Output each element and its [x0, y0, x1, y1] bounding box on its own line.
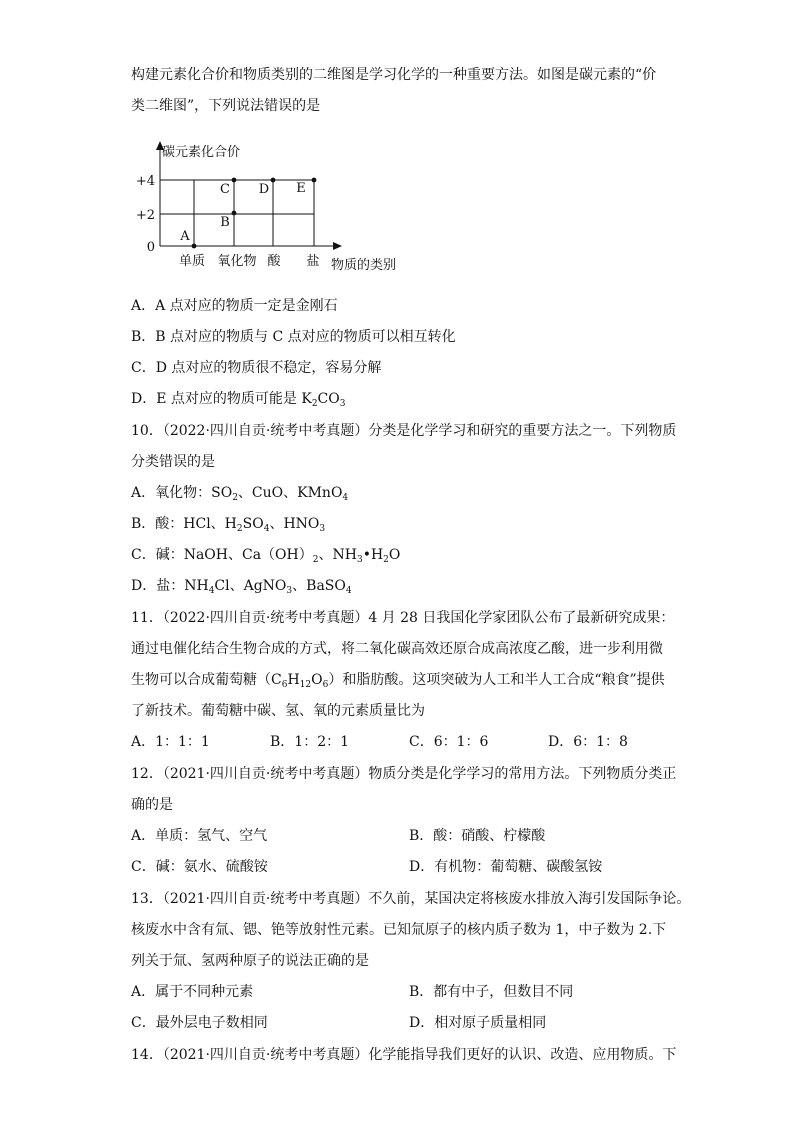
x-tick-label-yan: 盐 — [306, 254, 320, 269]
chart-point-b — [232, 211, 237, 216]
chart-point-e — [312, 178, 317, 183]
q10-option-a: A．氧化物：$SO_2$、CuO、KMnO$_4$ — [131, 485, 349, 503]
q12-stem-line-1: 12．（2021·四川自贡·统考中考真题）物质分类是化学学习的常用方法。下列物质分类正 — [131, 766, 677, 782]
q9-option-b: B．B 点对应的物质与 C 点对应的物质可以相互转化 — [131, 329, 456, 345]
chart-point-label-b: B — [220, 215, 230, 230]
q11-option-b: B．1：2：1 — [270, 734, 350, 750]
q13-stem-line-3: 列关于氚、氢两种原子的说法正确的是 — [131, 953, 369, 969]
intro-line-1: 构建元素化合价和物质类别的二维图是学习化学的一种重要方法。如图是碳元素的“价 — [131, 67, 657, 83]
q11-option-c: C．6：1：6 — [409, 734, 489, 750]
q9-option-a: A．A 点对应的物质一定是金刚石 — [131, 298, 338, 314]
y-axis-label: 碳元素化合价 — [162, 145, 241, 160]
q13-option-b: B．都有中子，但数目不同 — [409, 984, 574, 1000]
q10-stem-line-1: 10．（2022·四川自贡·统考中考真题）分类是化学学习和研究的重要方法之一。下列物质 — [131, 423, 677, 439]
q14-stem-line-1: 14．（2021·四川自贡·统考中考真题）化学能指导我们更好的认识、改造、应用物质。下 — [131, 1047, 677, 1063]
q10-option-b: B．酸：HCl、$H_2SO_4$、$HNO_3$ — [131, 516, 326, 534]
valence-class-chart — [130, 138, 420, 278]
q9-option-d: D．E 点对应的物质可能是 $K_2CO_3$ — [131, 391, 346, 409]
q9-option-c: C．D 点对应的物质很不稳定，容易分解 — [131, 360, 382, 376]
q10-stem-line-2: 分类错误的是 — [131, 454, 215, 470]
q11-stem-line-1: 11．（2022·四川自贡·统考中考真题）4 月 28 日我国化学家团队公布了最新研究成果： — [131, 610, 675, 626]
q11-stem-line-4: 了新技术。葡萄糖中碳、氢、氧的元素质量比为 — [131, 703, 425, 719]
q12-option-c: C．碱：氨水、硫酸铵 — [131, 859, 268, 875]
q10-option-c: C．碱：NaOH、$Ca(OH)_2$、$NH_3•H_2O$ — [131, 547, 401, 565]
chart-point-label-a: A — [180, 229, 190, 244]
y-tick-label-plus2: +2 — [135, 208, 155, 223]
q12-stem-line-2: 确的是 — [131, 797, 173, 813]
chart-points — [179, 178, 316, 249]
y-tick-label-0: 0 — [146, 240, 155, 255]
y-tick-label-plus4: +4 — [135, 174, 155, 189]
chart-point-label-e: E — [296, 181, 306, 196]
chart-point-c — [232, 178, 237, 183]
q12-option-d: D．有机物：葡萄糖、碳酸氢铵 — [409, 859, 603, 875]
x-tick-label-suan: 酸 — [267, 254, 281, 269]
q11-option-d: D．6：1：8 — [548, 734, 628, 750]
intro-line-2: 类二维图”，下列说法错误的是 — [131, 98, 321, 114]
x-axis-arrow — [333, 242, 342, 250]
q11-stem-line-3: 生物可以合成葡萄糖$(C_6H_{12}O_6)$和脂肪酸。这项突破为人工和半人工合成“粮食”提供 — [131, 672, 665, 690]
q11-stem-line-2: 通过电催化结合生物合成的方式，将二氧化碳高效还原合成高浓度乙酸，进一步利用微 — [131, 641, 663, 657]
chart-point-a — [192, 244, 197, 249]
chart-point-label-d: D — [258, 182, 270, 197]
x-tick-label-danzhi: 单质 — [178, 254, 206, 269]
q13-stem-line-1: 13．（2021·四川自贡·统考中考真题）不久前，某国决定将核废水排放入海引发国际争论。 — [131, 891, 691, 907]
x-axis-label: 物质的类别 — [331, 258, 397, 273]
q13-option-c: C．最外层电子数相同 — [131, 1015, 268, 1031]
x-tick-label-yanghuawu: 氧化物 — [217, 254, 257, 269]
q11-option-a: A．1：1：1 — [131, 734, 210, 750]
q10-option-d: D．盐：$NH_4Cl$、AgNO$_3$、BaSO$_4$ — [131, 578, 352, 596]
q13-stem-line-2: 核废水中含有氚、锶、铯等放射性元素。已知氚原子的核内质子数为 1，中子数为 2.下 — [131, 922, 667, 938]
chart-point-d — [271, 178, 276, 183]
q12-option-a: A．单质：氢气、空气 — [131, 828, 268, 844]
q13-option-a: A．属于不同种元素 — [131, 984, 254, 1000]
q12-option-b: B．酸：硝酸、柠檬酸 — [409, 828, 546, 844]
chart-point-label-c: C — [220, 182, 230, 197]
q13-option-d: D．相对原子质量相同 — [409, 1015, 547, 1031]
